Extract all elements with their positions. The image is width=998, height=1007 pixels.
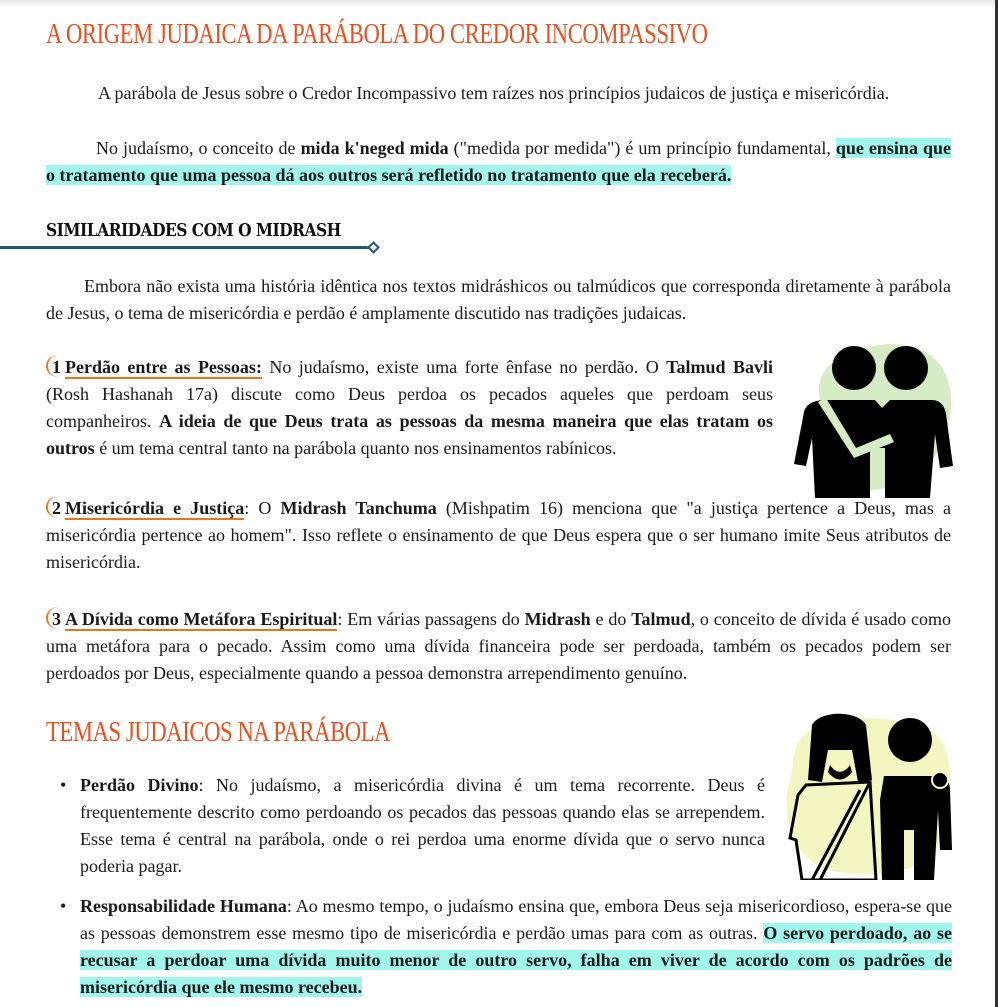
bold-term: Talmud: [631, 609, 691, 629]
bold-term: Talmud Bavli: [666, 357, 773, 377]
list-item-1: [46, 354, 773, 462]
section-heading-temas: TEMAS JUDAICOS NA PARÁBOLA: [46, 716, 391, 748]
diamond-marker-icon: [367, 241, 380, 254]
page-title: A ORIGEM JUDAICA DA PARÁBOLA DO CREDOR INCOMPASSIVO: [46, 18, 708, 50]
intro-text: No judaísmo, o conceito de: [96, 138, 301, 158]
intro-paragraph-2: [46, 135, 951, 189]
item-text: No judaísmo, existe uma forte ênfase no perdão. O: [261, 357, 667, 377]
number-marker: 3: [46, 606, 65, 633]
bullet-item-perdao-divino: [80, 772, 765, 880]
top-shadow: [0, 0, 998, 8]
item-text: (Rosh Hashanah 17a) discute como Deus perdoa os pecados aqueles que perdoam seus companheiros.: [46, 384, 773, 431]
item-text: , o conceito de dívida é usado como uma metáfora para o pecado. Assim como uma dívida financeira pode ser perdoada, também os pecados podem ser perdoados por Deus, especialmente quando a pessoa demonstra arrependimento genuíno.: [46, 609, 951, 683]
bullet-label: Responsabilidade Humana: [80, 896, 287, 916]
item-text: (Mishpatim 16) menciona que "a justiça pertence a Deus, mas a misericórdia pertence ao homem". Isso reflete o ensinamento de que Deus espera que o ser humano imite Seus atributos de misericórdia.: [46, 498, 951, 572]
highlighted-text: que ensina que o tratamento que uma pessoa dá aos outros será refletido no tratamento que ela receberá.: [46, 138, 951, 185]
bold-term: Midrash: [524, 609, 591, 629]
bullet-text: : Ao mesmo tempo, o judaísmo ensina que, embora Deus seja misericordioso, espera-se que as pessoas demonstrem esse mesmo tipo de misericórdia e perdão umas para com as outras.: [80, 896, 952, 943]
section1-intro: Embora não exista uma história idêntica nos textos midráshicos ou talmúdicos que corresponda diretamente à parábola de Jesus, o tema de misericórdia e perdão é amplamente discutido nas tradições judaicas.: [46, 276, 951, 323]
bold-phrase: A ideia de que Deus trata as pessoas da mesma maneira que elas tratam os outros: [46, 411, 773, 458]
item-label: Misericórdia e Justiça: [65, 498, 245, 518]
intro-text: ("medida por medida") é um princípio fundamental,: [448, 138, 836, 158]
item-text: é um tema central tanto na parábola quanto nos ensinamentos rabínicos.: [94, 438, 617, 458]
bullet-list: [80, 772, 765, 880]
bullet-list: [80, 893, 952, 1001]
list-item-2: [46, 495, 951, 576]
jesus-with-person-icon: [780, 710, 960, 880]
bullet-item-responsabilidade: [80, 893, 952, 1001]
list-item-3: [46, 606, 951, 687]
heading-underline: [0, 246, 372, 249]
number-marker: 2: [46, 495, 65, 522]
highlighted-text: O servo perdoado, ao se recusar a perdoar uma dívida muito menor de outro servo, falha em viver de acordo com os padrões de misericórdia que ele mesmo recebeu.: [80, 923, 952, 997]
section-heading-similaridades: SIMILARIDADES COM O MIDRASH: [46, 220, 341, 241]
bold-term: Midrash Tanchuma: [280, 498, 437, 518]
concept-term: mida k'neged mida: [300, 138, 449, 158]
item-text: e do: [590, 609, 632, 629]
item-label: A Dívida como Metáfora Espiritual: [65, 609, 338, 629]
two-people-embrace-icon: [790, 338, 965, 498]
item-text: : O: [244, 498, 281, 518]
bullet-label: Perdão Divino: [80, 775, 199, 795]
item-text: : Em várias passagens do: [337, 609, 525, 629]
item-label: Perdão entre as Pessoas:: [65, 357, 262, 377]
number-marker: 1: [46, 354, 65, 381]
intro-paragraph-1: A parábola de Jesus sobre o Credor Incompassivo tem raízes nos princípios judaicos de justiça e misericórdia.: [98, 83, 890, 103]
bullet-text: : No judaísmo, a misericórdia divina é um tema recorrente. Deus é frequentemente descrito como perdoando os pecados das pessoas quando elas se arrependem. Esse tema é central na parábola, onde o rei perdoa uma enorme dívida que o servo nunca poderia pagar.: [80, 775, 765, 876]
